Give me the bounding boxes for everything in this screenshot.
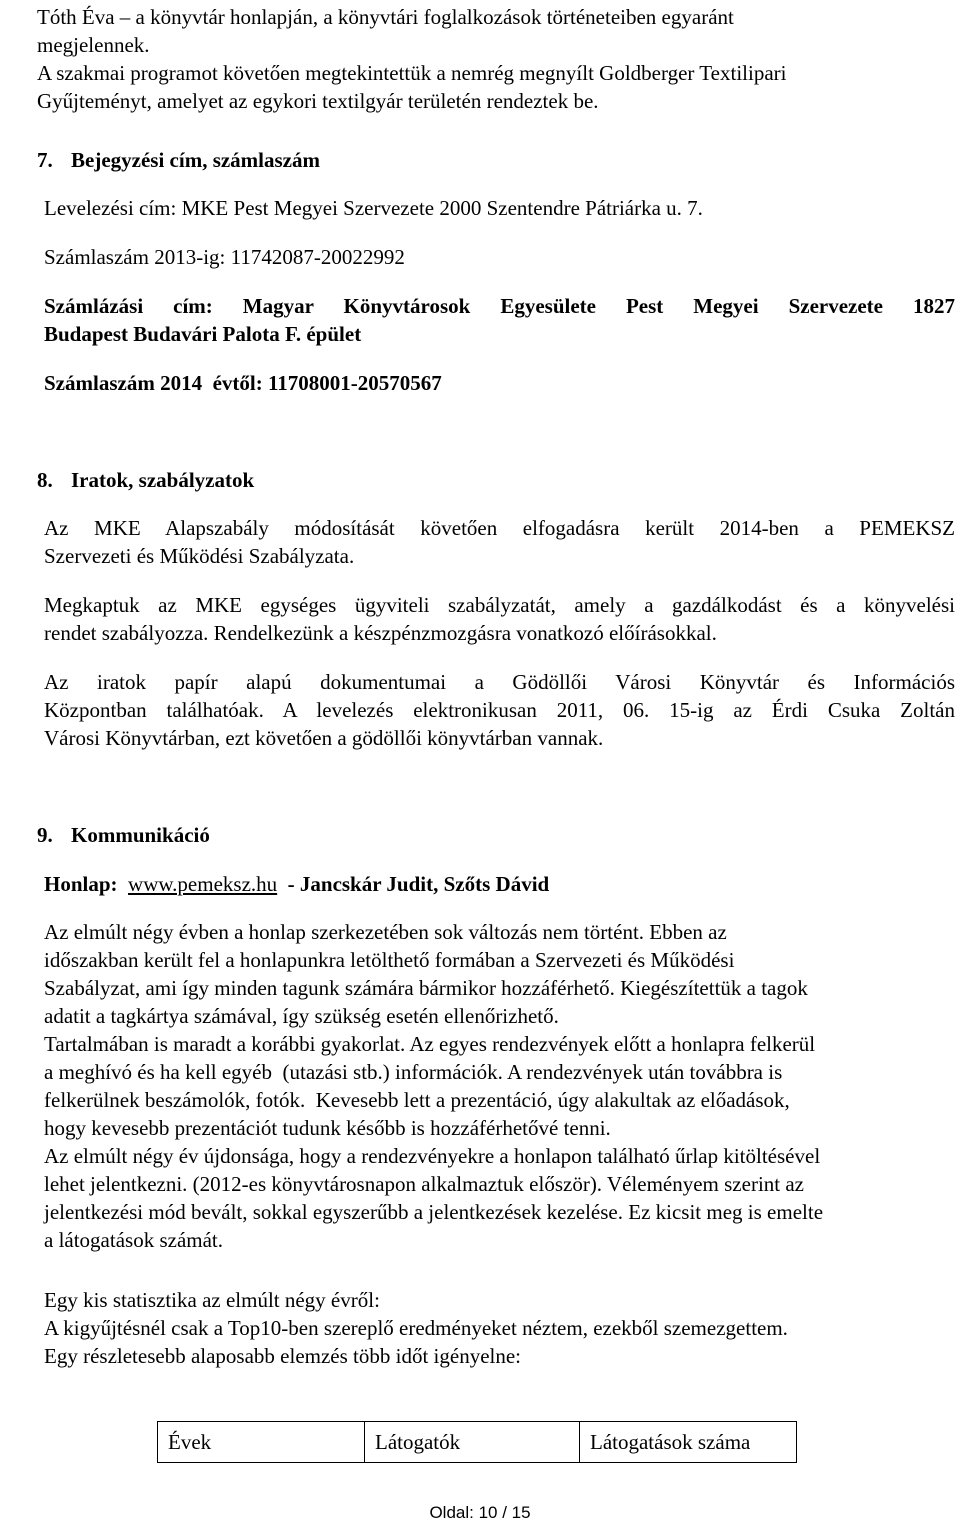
billing-line-2: Budapest Budavári Palota F. épület [44,322,362,346]
comm-line: Az elmúlt négy év újdonsága, hogy a rendezvényekre a honlapon található űrlap kitöltésével [44,1144,821,1168]
billing-line-1: Számlázási cím: Magyar Könyvtárosok Egyesülete Pest Megyei Szervezete 1827 [44,294,955,318]
homepage-editors: - Jancskár Judit, Szőts Dávid [287,872,550,896]
comm-line: a látogatások számát. [44,1228,224,1252]
billing-address [44,292,955,348]
comm-line: jelentkezési mód bevált, sokkal egyszerűbb a jelentkezések kezelése. Ez kicsit meg is emelte [44,1200,824,1224]
s8-p1-line-1: Az MKE Alapszabály módosítását követően elfogadásra került 2014-ben a PEMEKSZ [44,516,955,540]
section-7-heading [37,146,320,174]
section-8-heading [37,466,254,494]
comm-line: időszakban került fel a honlapunkra letölthető formában a Szervezeti és Működési [44,948,735,972]
comm-line: Szabályzat, ami így minden tagunk számára bármikor hozzáférhető. Kiegészítettük a tagok [44,976,808,1000]
table-header-row [158,1422,797,1463]
comm-line: felkerülnek beszámolók, fotók. Kevesebb lett a prezentáció, úgy alakultak az előadások, [44,1088,790,1112]
intro-line-2: megjelennek. [37,33,150,57]
comm-line: adatit a tagkártya számával, így szükség esetén ellenőrizhető. [44,1004,559,1028]
s8-p3-line-1: Az iratok papír alapú dokumentumai a Gödöllői Városi Könyvtár és Információs [44,670,955,694]
homepage-line [44,870,549,898]
s8-p3-line-3: Városi Könyvtárban, ezt követően a gödöllői könyvtárban vannak. [44,726,604,750]
comm-line: lehet jelentkezni. (2012-es könyvtárosnapon alkalmaztuk először). Véleményem szerint az [44,1172,804,1196]
page-footer: Oldal: 10 / 15 [429,1503,531,1522]
section-8-title: Iratok, szabályzatok [71,468,255,492]
intro-line-1: Tóth Éva – a könyvtár honlapján, a könyvtári foglalkozások történeteiben egyaránt [37,5,734,29]
comm-line: Tartalmában is maradt a korábbi gyakorlat. Az egyes rendezvények előtt a honlapra felkerül [44,1032,816,1056]
section-9-heading [37,821,210,849]
intro-line-3: A szakmai programot követően megtekintettük a nemrég megnyílt Goldberger Textilipari [37,61,787,85]
table-header-visitors: Látogatók [365,1422,580,1463]
communication-paragraph [44,918,955,1254]
statistics-table [157,1421,797,1463]
s8-p1-line-2: Szervezeti és Működési Szabályzata. [44,544,355,568]
section-9-number: 9. [37,823,53,847]
section-8-paragraph-1 [44,514,955,570]
stats-intro-line: Egy részletesebb alaposabb elemzés több időt igényelne: [44,1344,522,1368]
section-9-title: Kommunikáció [71,823,210,847]
section-8-paragraph-3 [44,668,955,752]
section-8-number: 8. [37,468,53,492]
postal-address: Levelezési cím: MKE Pest Megyei Szervezete 2000 Szentendre Pátriárka u. 7. [44,196,703,220]
homepage-label: Honlap: [44,872,118,896]
intro-line-4: Gyűjteményt, amelyet az egykori textilgyár területén rendeztek be. [37,89,599,113]
account-number-2013: Számlaszám 2013-ig: 11742087-20022992 [44,245,405,269]
section-7-number: 7. [37,148,53,172]
homepage-link[interactable]: www.pemeksz.hu [128,872,278,896]
table-header-years: Évek [158,1422,365,1463]
table-header-visits: Látogatások száma [580,1422,797,1463]
s8-p2-line-2: rendet szabályozza. Rendelkezünk a készpénzmozgásra vonatkozó előírásokkal. [44,621,717,645]
comm-line: Az elmúlt négy évben a honlap szerkezetében sok változás nem történt. Ebben az [44,920,727,944]
account-number-2014: Számlaszám 2014 évtől: 11708001-20570567 [44,371,442,395]
stats-intro-line: A kigyűjtésnél csak a Top10-ben szereplő eredményeket néztem, ezekből szemezgettem. [44,1316,788,1340]
intro-paragraph [37,3,837,115]
section-7-title: Bejegyzési cím, számlaszám [71,148,320,172]
section-8-paragraph-2 [44,591,955,647]
comm-line: a meghívó és ha kell egyéb (utazási stb.) információk. A rendezvények után továbbra is [44,1060,783,1084]
comm-line: hogy kevesebb prezentációt tudunk később is hozzáférhetővé tenni. [44,1116,611,1140]
s8-p2-line-1: Megkaptuk az MKE egységes ügyviteli szabályzatát, amely a gazdálkodást és a könyvelési [44,593,955,617]
stats-intro-line: Egy kis statisztika az elmúlt négy évről: [44,1288,380,1312]
statistics-intro [44,1286,788,1370]
s8-p3-line-2: Központban találhatóak. A levelezés elektronikusan 2011, 06. 15-ig az Érdi Csuka Zoltán [44,698,955,722]
